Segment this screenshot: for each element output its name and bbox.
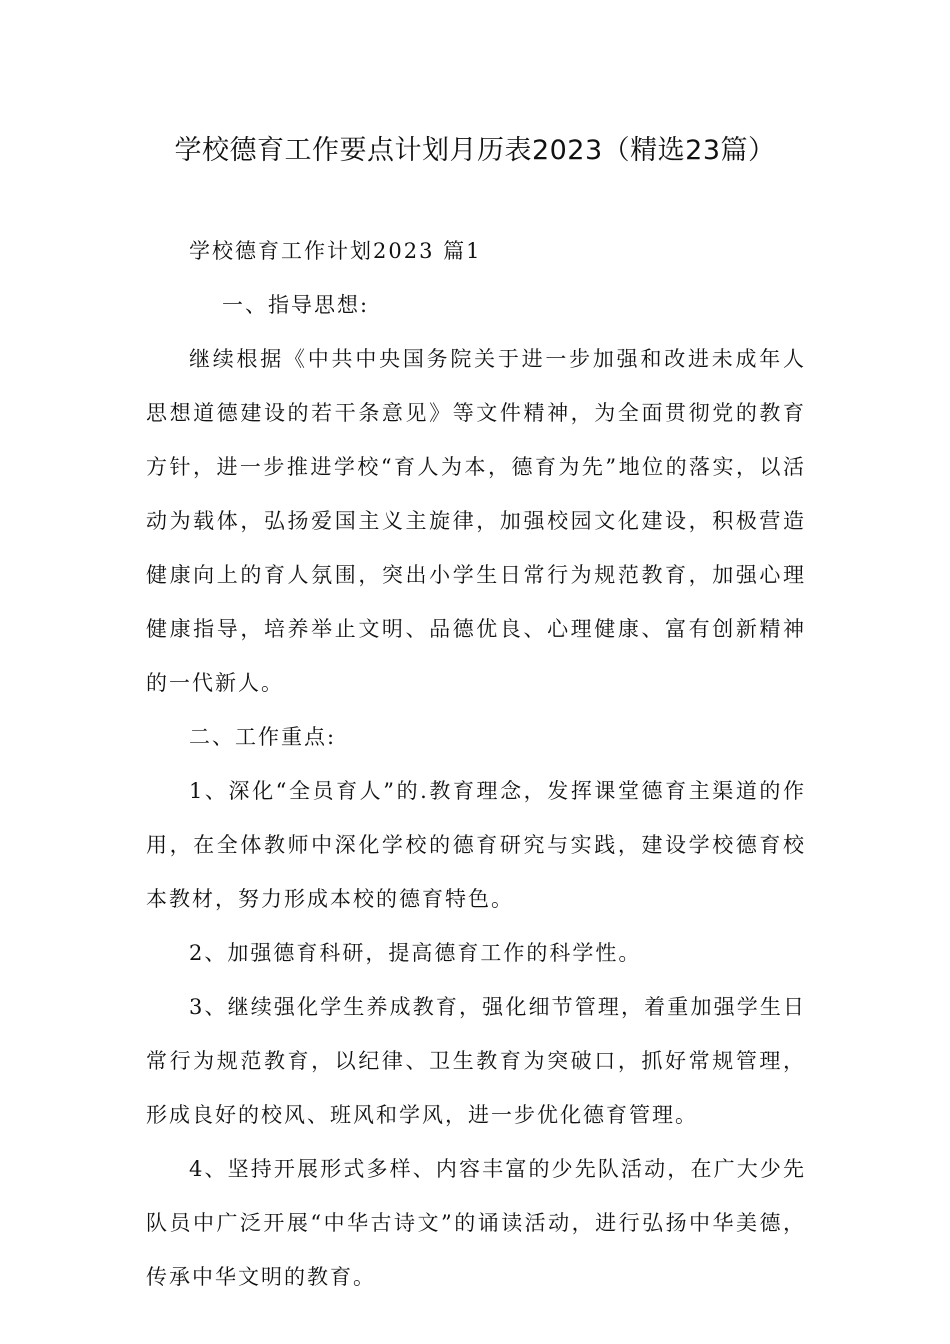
body-paragraph: 3、继续强化学生养成教育，强化细节管理，着重加强学生日常行为规范教育，以纪律、卫生教育为突破口，抓好常规管理，形成良好的校风、班风和学风，进一步优化德育管理。 xyxy=(146,995,806,1127)
body-paragraph: 4、坚持开展形式多样、内容丰富的少先队活动，在广大少先队员中广泛开展“中华古诗文”的诵读活动，进行弘扬中华美德，传承中华文明的教育。 xyxy=(146,1157,806,1289)
document-body xyxy=(146,224,806,1304)
section-heading: 学校德育工作计划2023 篇1 xyxy=(189,239,482,263)
document-title: 学校德育工作要点计划月历表2023（精选23篇） xyxy=(174,135,776,166)
body-paragraph: 继续根据《中共中央国务院关于进一步加强和改进未成年人思想道德建设的若干条意见》等文件精神，为全面贯彻党的教育方针，进一步推进学校“育人为本，德育为先”地位的落实，以活动为载体，弘扬爱国主义主旋律，加强校园文化建设，积极营造健康向上的育人氛围，突出小学生日常行为规范教育，加强心理健康指导，培养举止文明、品德优良、心理健康、富有创新精神的一代新人。 xyxy=(146,347,806,695)
body-paragraph: 2、加强德育科研，提高德育工作的科学性。 xyxy=(189,941,642,965)
body-paragraph: 1、深化“全员育人”的.教育理念，发挥课堂德育主渠道的作用，在全体教师中深化学校的德育研究与实践，建设学校德育校本教材，努力形成本校的德育特色。 xyxy=(146,779,806,911)
section-subheading: 二、工作重点: xyxy=(189,725,337,749)
section-subheading: 一、指导思想: xyxy=(222,293,370,317)
